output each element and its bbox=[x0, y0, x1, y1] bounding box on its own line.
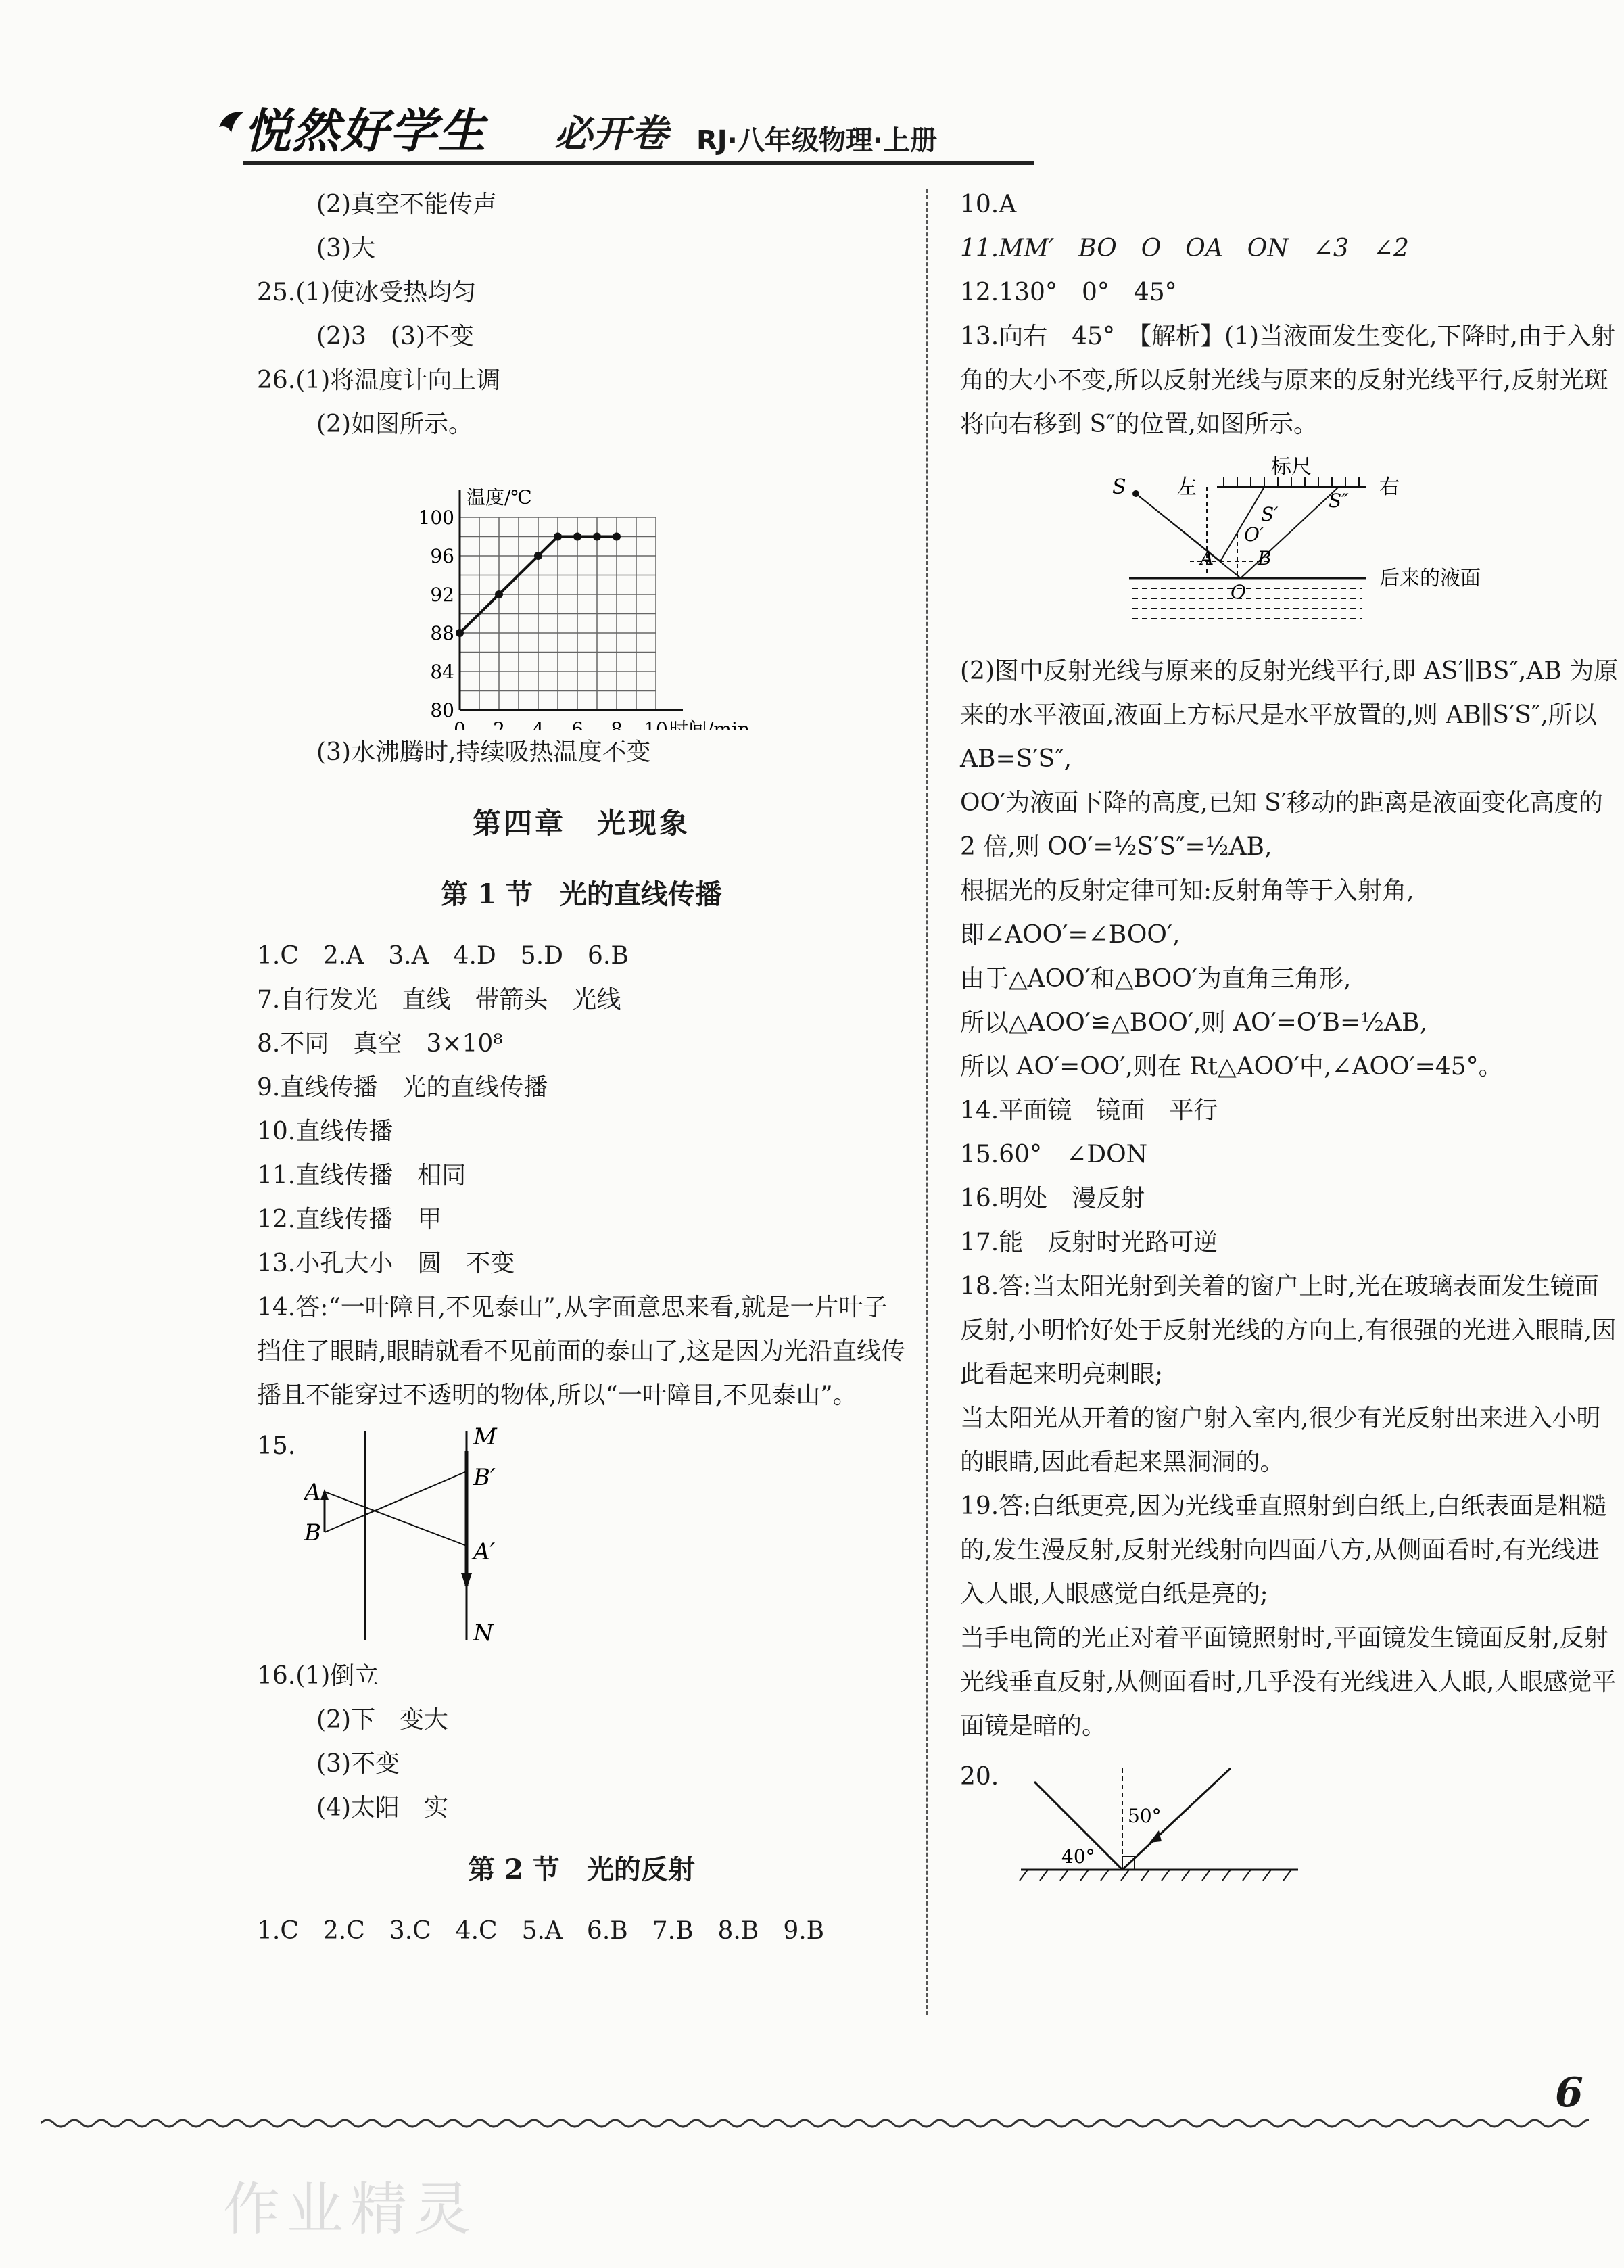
header-rule bbox=[243, 161, 1034, 165]
figure-20 bbox=[960, 1755, 1623, 1904]
answer-paragraph: 19.答:白纸更亮,因为光线垂直照射到白纸上,白纸表面是粗糙的,发生漫反射,反射光线射向四面八方,从侧面看时,有光线进入人眼,人眼感觉白纸是亮的; bbox=[960, 1492, 1607, 1608]
right-column bbox=[960, 183, 1623, 1904]
answer-line: 11.直线传播 相同 bbox=[257, 1162, 467, 1189]
page-number: 6 bbox=[1555, 2069, 1583, 2117]
answer-line: 15.60° ∠DON bbox=[960, 1141, 1148, 1168]
x-tick-label: 0 bbox=[454, 718, 466, 730]
label-right: 右 bbox=[1379, 475, 1400, 499]
y-tick-label: 84 bbox=[430, 661, 454, 683]
y-tick-label: 80 bbox=[430, 699, 454, 722]
data-point bbox=[554, 533, 562, 541]
y-tick-label: 96 bbox=[430, 545, 454, 567]
page-header bbox=[216, 88, 1041, 162]
answer-line: 16.(1)倒立 bbox=[257, 1662, 379, 1690]
answer-paragraph: 13.向右 45° 【解析】(1)当液面发生变化,下降时,由于入射角的大小不变,所以反射光线与原来的反射光线平行,反射光斑将向右移到 S″的位置,如图所示。 bbox=[960, 323, 1615, 438]
chapter-title: 第四章 光现象 bbox=[472, 807, 690, 840]
data-point bbox=[573, 533, 581, 541]
angle-50: 50° bbox=[1128, 1805, 1162, 1827]
figure-15 bbox=[257, 1424, 906, 1654]
watermark-text: 作业精灵 bbox=[223, 2176, 478, 2242]
label-left: 左 bbox=[1176, 475, 1197, 499]
answer-line: 根据光的反射定律可知:反射角等于入射角, bbox=[960, 877, 1414, 905]
answer-line: 8.不同 真空 3×10⁸ bbox=[257, 1030, 503, 1058]
label-Spp: S″ bbox=[1329, 490, 1349, 512]
label-Sp: S′ bbox=[1261, 503, 1279, 525]
left-column bbox=[257, 183, 906, 1953]
answer-line: 10.A bbox=[960, 191, 1017, 218]
label-Op: O′ bbox=[1244, 523, 1264, 546]
answer-line: 9.直线传播 光的直线传播 bbox=[257, 1074, 548, 1102]
figure-13 bbox=[960, 446, 1623, 649]
answer-paragraph: 当太阳光从开着的窗户射入室内,很少有光反射出来进入小明的眼睛,因此看起来黑洞洞的。 bbox=[960, 1404, 1601, 1476]
fig20-svg bbox=[1014, 1755, 1352, 1904]
graph-axes bbox=[460, 486, 750, 730]
answer-paragraph: (2)图中反射光线与原来的反射光线平行,即 AS′∥BS″,AB 为原来的水平液面,液面上方标尺是水平放置的,则 AB∥S′S″,所以 AB=S′S″, bbox=[960, 657, 1619, 773]
section-title: 第 1 节 光的直线传播 bbox=[441, 878, 722, 910]
x-tick-label: 10 bbox=[644, 718, 668, 730]
answer-paragraph: 当手电筒的光正对着平面镜照射时,平面镜发生镜面反射,反射光线垂直反射,从侧面看时,几乎没有光线进入人眼,人眼感觉平面镜是暗的。 bbox=[960, 1624, 1617, 1740]
y-tick-label: 88 bbox=[430, 622, 454, 644]
answer-line: (2)真空不能传声 bbox=[316, 191, 497, 218]
answer-line: 1.C 2.A 3.A 4.D 5.D 6.B bbox=[257, 942, 629, 970]
answer-line: 12.130° 0° 45° bbox=[960, 279, 1177, 306]
label-B: B bbox=[1258, 547, 1272, 569]
answer-line: 所以 AO′=OO′,则在 Rt△AOO′中,∠AOO′=45°。 bbox=[960, 1053, 1503, 1081]
answer-line: (3)水沸腾时,持续吸热温度不变 bbox=[316, 738, 651, 766]
y-tick-label: 100 bbox=[418, 506, 454, 529]
answer-line: 7.自行发光 直线 带箭头 光线 bbox=[257, 986, 621, 1014]
data-point bbox=[456, 629, 464, 637]
answer-line: 17.能 反射时光路可逆 bbox=[960, 1229, 1218, 1256]
answer-line: 11.MM′ BO O OA ON ∠3 ∠2 bbox=[960, 235, 1409, 262]
answer-paragraph: OO′为液面下降的高度,已知 S′移动的距离是液面变化高度的 2 倍,则 OO′=½S′S″=½AB, bbox=[960, 789, 1603, 861]
section-title: 第 2 节 光的反射 bbox=[468, 1853, 695, 1885]
label-M: M bbox=[473, 1424, 497, 1450]
label-liquid: 后来的液面 bbox=[1379, 567, 1481, 590]
answer-line: (2)如图所示。 bbox=[316, 410, 473, 438]
label-S: S bbox=[1112, 475, 1126, 499]
temperature-graph bbox=[257, 446, 906, 730]
label-N: N bbox=[473, 1620, 494, 1647]
answer-line: 26.(1)将温度计向上调 bbox=[257, 367, 501, 394]
answer-line: (2)下 变大 bbox=[316, 1706, 448, 1734]
x-tick-label: 2 bbox=[493, 718, 505, 730]
mirror-hatch bbox=[1020, 1870, 1291, 1881]
column-divider bbox=[926, 189, 930, 2015]
bird-logo-icon bbox=[216, 107, 246, 137]
data-point bbox=[534, 552, 542, 560]
answer-line: 1.C 2.C 3.C 4.C 5.A 6.B 7.B 8.B 9.B bbox=[257, 1917, 825, 1945]
answer-line: 15. bbox=[257, 1432, 296, 1460]
answer-line: (2)3 (3)不变 bbox=[316, 323, 474, 350]
label-scale: 标尺 bbox=[1271, 455, 1312, 479]
book-title: RJ·八年级物理·上册 bbox=[696, 125, 938, 156]
answer-line: (3)大 bbox=[316, 235, 375, 262]
brand-subtitle: 必开卷 bbox=[554, 112, 668, 156]
answer-line: 即∠AOO′=∠BOO′, bbox=[960, 921, 1180, 949]
x-tick-label: 6 bbox=[571, 718, 583, 730]
answer-line: 10.直线传播 bbox=[257, 1118, 393, 1145]
footer-wave-rule bbox=[41, 2117, 1589, 2130]
label-Bp: B′ bbox=[473, 1464, 496, 1491]
graph-ticks bbox=[419, 506, 668, 730]
data-point bbox=[593, 533, 601, 541]
x-tick-label: 4 bbox=[532, 718, 544, 730]
graph-svg bbox=[257, 446, 906, 730]
answer-line: 14.平面镜 镜面 平行 bbox=[960, 1097, 1218, 1125]
answer-line: 13.小孔大小 圆 不变 bbox=[257, 1250, 515, 1277]
label-A: A bbox=[304, 1479, 321, 1506]
scale-ticks bbox=[1224, 477, 1359, 487]
answer-line: (3)不变 bbox=[316, 1750, 400, 1778]
x-tick-label: 8 bbox=[611, 718, 623, 730]
label-B: B bbox=[304, 1519, 321, 1546]
answer-line: 16.明处 漫反射 bbox=[960, 1185, 1145, 1212]
answer-paragraph: 18.答:当太阳光射到关着的窗户上时,光在玻璃表面发生镜面反射,小明恰好处于反射光线的方向上,有很强的光进入眼睛,因此看起来明亮刺眼; bbox=[960, 1273, 1617, 1388]
answer-paragraph: 14.答:“一叶障目,不见泰山”,从字面意思来看,就是一片叶子挡住了眼睛,眼睛就看不见前面的泰山了,这是因为光沿直线传播且不能穿过不透明的物体,所以“一叶障目,不见泰山”。 bbox=[257, 1294, 905, 1409]
answer-line: 所以△AOO′≌△BOO′,则 AO′=O′B=½AB, bbox=[960, 1009, 1427, 1037]
answer-line: 由于△AOO′和△BOO′为直角三角形, bbox=[960, 965, 1352, 993]
brand-title: 悦然好学生 bbox=[243, 103, 487, 159]
answer-line: (4)太阳 实 bbox=[316, 1794, 448, 1822]
label-A: A bbox=[1200, 547, 1214, 569]
fig15-svg bbox=[304, 1424, 575, 1654]
x-axis-label: 时间/min bbox=[669, 718, 750, 730]
label-Ap: A′ bbox=[473, 1538, 496, 1565]
graph-grid bbox=[460, 517, 656, 710]
label-O: O bbox=[1231, 581, 1246, 603]
liquid-hatch bbox=[1132, 588, 1362, 619]
answer-line: 25.(1)使冰受热均匀 bbox=[257, 279, 477, 306]
angle-40: 40° bbox=[1061, 1845, 1095, 1868]
data-point bbox=[495, 590, 503, 598]
y-tick-label: 92 bbox=[430, 584, 454, 606]
y-axis-label: 温度/℃ bbox=[467, 486, 532, 509]
answer-line: 20. bbox=[960, 1763, 999, 1791]
data-point bbox=[613, 533, 621, 541]
answer-line: 12.直线传播 甲 bbox=[257, 1206, 442, 1233]
fig13-svg bbox=[960, 446, 1623, 649]
